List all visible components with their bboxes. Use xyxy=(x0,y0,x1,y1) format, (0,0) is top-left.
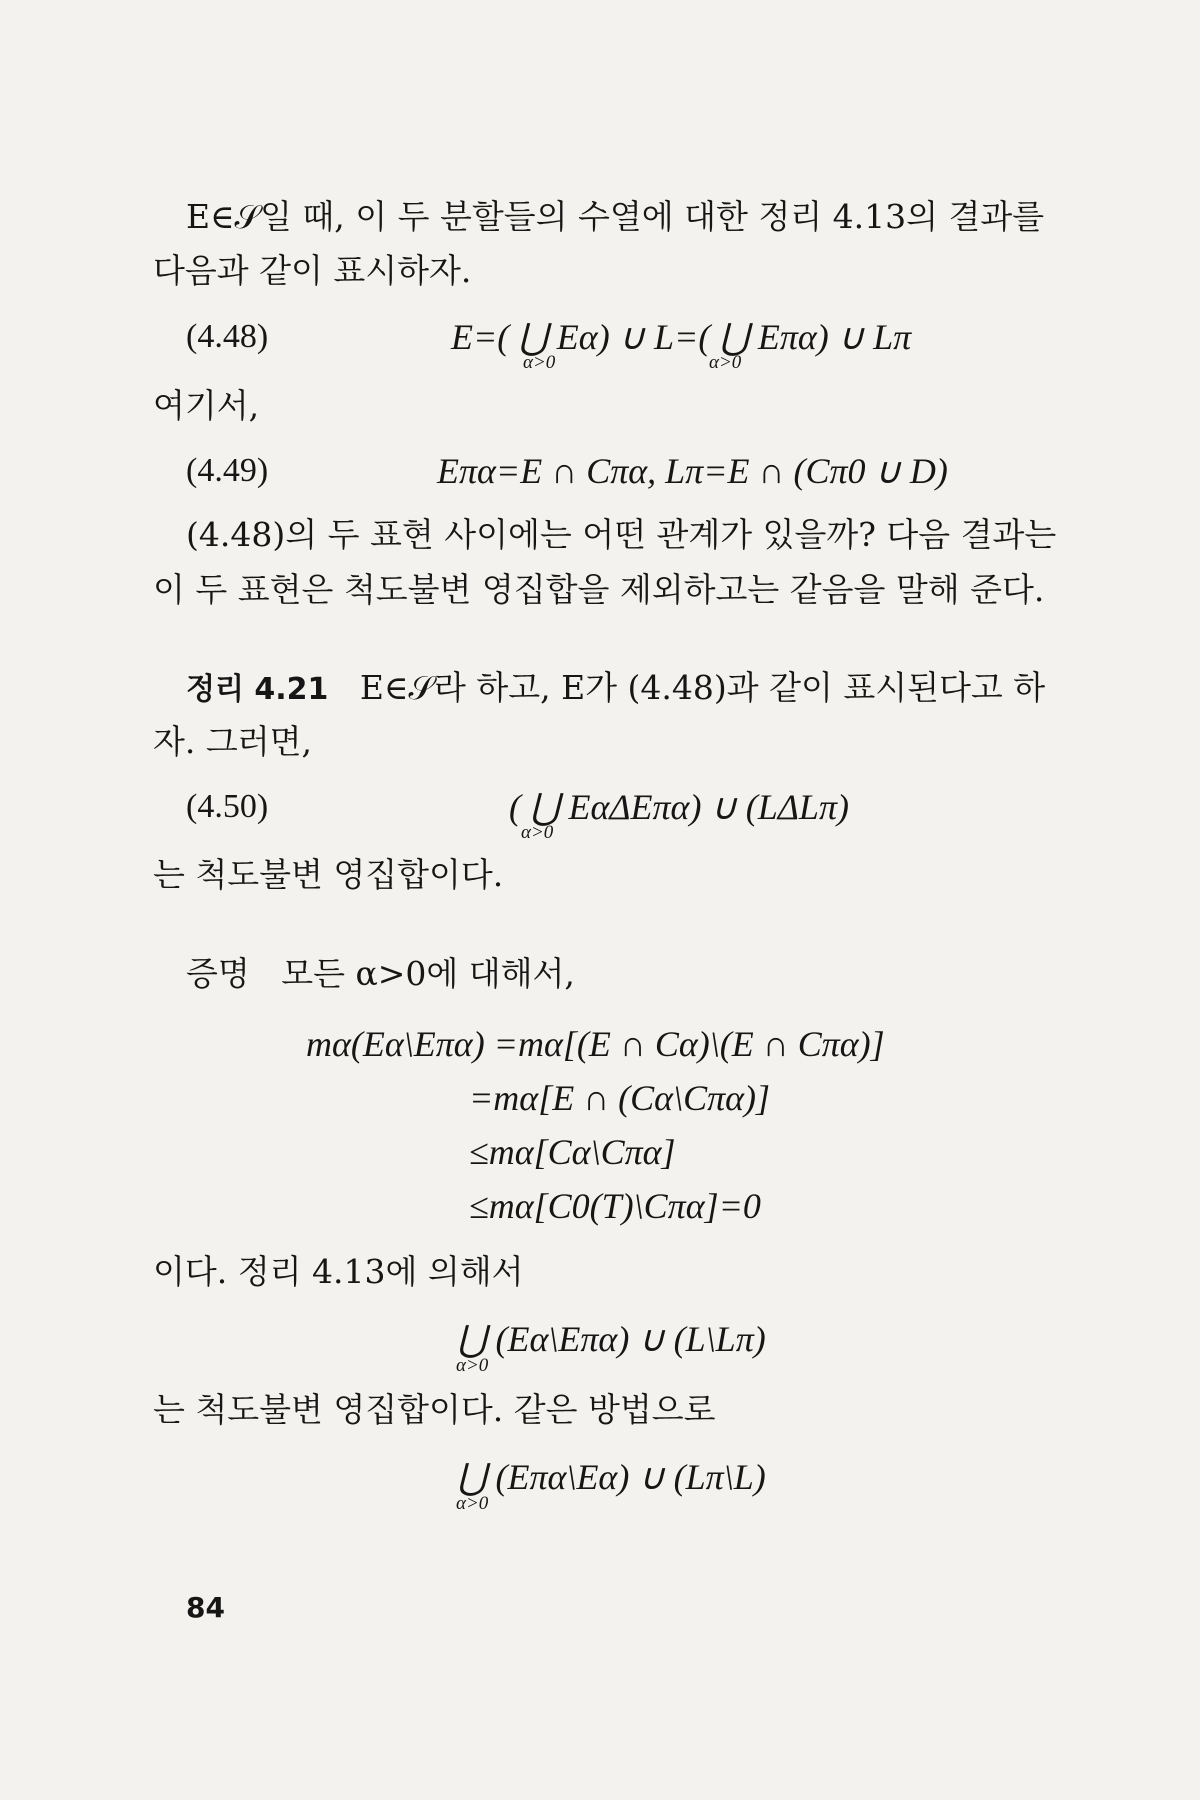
proof-step-4: ≤mα[C0(T)\Cπα]=0 xyxy=(469,1186,761,1226)
equation-4-50: ( ⋃ EαΔEπα) ∪ (LΔLπ) xyxy=(509,787,849,827)
equation-4-48-subscript-2: α>0 xyxy=(709,352,742,373)
text-line-1: E∈𝒮일 때, 이 두 분할들의 수열에 대한 정리 4.13의 결과를 xyxy=(186,197,1045,236)
text-line-11: 는 척도불변 영집합이다. 같은 방법으로 xyxy=(153,1390,716,1429)
text-line-2: 다음과 같이 표시하자. xyxy=(153,251,472,290)
proof-step-1: mα(Eα\Eπα) =mα[(E ∩ Cα)\(E ∩ Cπα)] xyxy=(306,1024,885,1064)
theorem-line-1 xyxy=(186,667,1045,709)
equation-number-4-48: (4.48) xyxy=(186,318,269,355)
equation-4-48-subscript-1: α>0 xyxy=(523,352,556,373)
theorem-line-2: 자. 그러면, xyxy=(153,722,312,761)
equation-number-4-50: (4.50) xyxy=(186,788,269,825)
proof-label: 증명 xyxy=(186,954,250,993)
proof-step-3: ≤mα[Cα\Cπα] xyxy=(469,1132,676,1172)
proof-intro xyxy=(186,953,575,994)
text-line-3: 여기서, xyxy=(153,386,260,425)
text-line-5: 이 두 표현은 척도불변 영집합을 제외하고는 같음을 말해 준다. xyxy=(153,570,1045,609)
equation-number-4-49: (4.49) xyxy=(186,452,269,489)
union-expression-2-subscript: α>0 xyxy=(456,1493,489,1514)
proof-step-2: =mα[E ∩ (Cα\Cπα)] xyxy=(469,1078,771,1118)
theorem-label: 정리 4.21 xyxy=(186,672,329,707)
text-line-4: (4.48)의 두 표현 사이에는 어떤 관계가 있을까? 다음 결과는 xyxy=(186,515,1057,554)
equation-4-48: E=( ⋃ Eα) ∪ L=( ⋃ Eπα) ∪ Lπ xyxy=(451,317,912,357)
union-expression-2: ⋃ (Eπα\Eα) ∪ (Lπ\L) xyxy=(457,1457,766,1497)
proof-intro-text: 모든 α>0에 대해서, xyxy=(281,954,575,993)
union-expression-1-subscript: α>0 xyxy=(456,1355,489,1376)
union-expression-1: ⋃ (Eα\Eπα) ∪ (L\Lπ) xyxy=(457,1319,766,1359)
equation-4-49: Eπα=E ∩ Cπα, Lπ=E ∩ (Cπ0 ∪ D) xyxy=(437,451,948,491)
theorem-statement: E∈𝒮라 하고, E가 (4.48)과 같이 표시된다고 하 xyxy=(359,668,1046,707)
page-number: 84 xyxy=(186,1591,225,1624)
equation-4-50-subscript: α>0 xyxy=(521,822,554,843)
text-line-10: 이다. 정리 4.13에 의해서 xyxy=(153,1252,524,1291)
text-line-8: 는 척도불변 영집합이다. xyxy=(153,855,504,894)
